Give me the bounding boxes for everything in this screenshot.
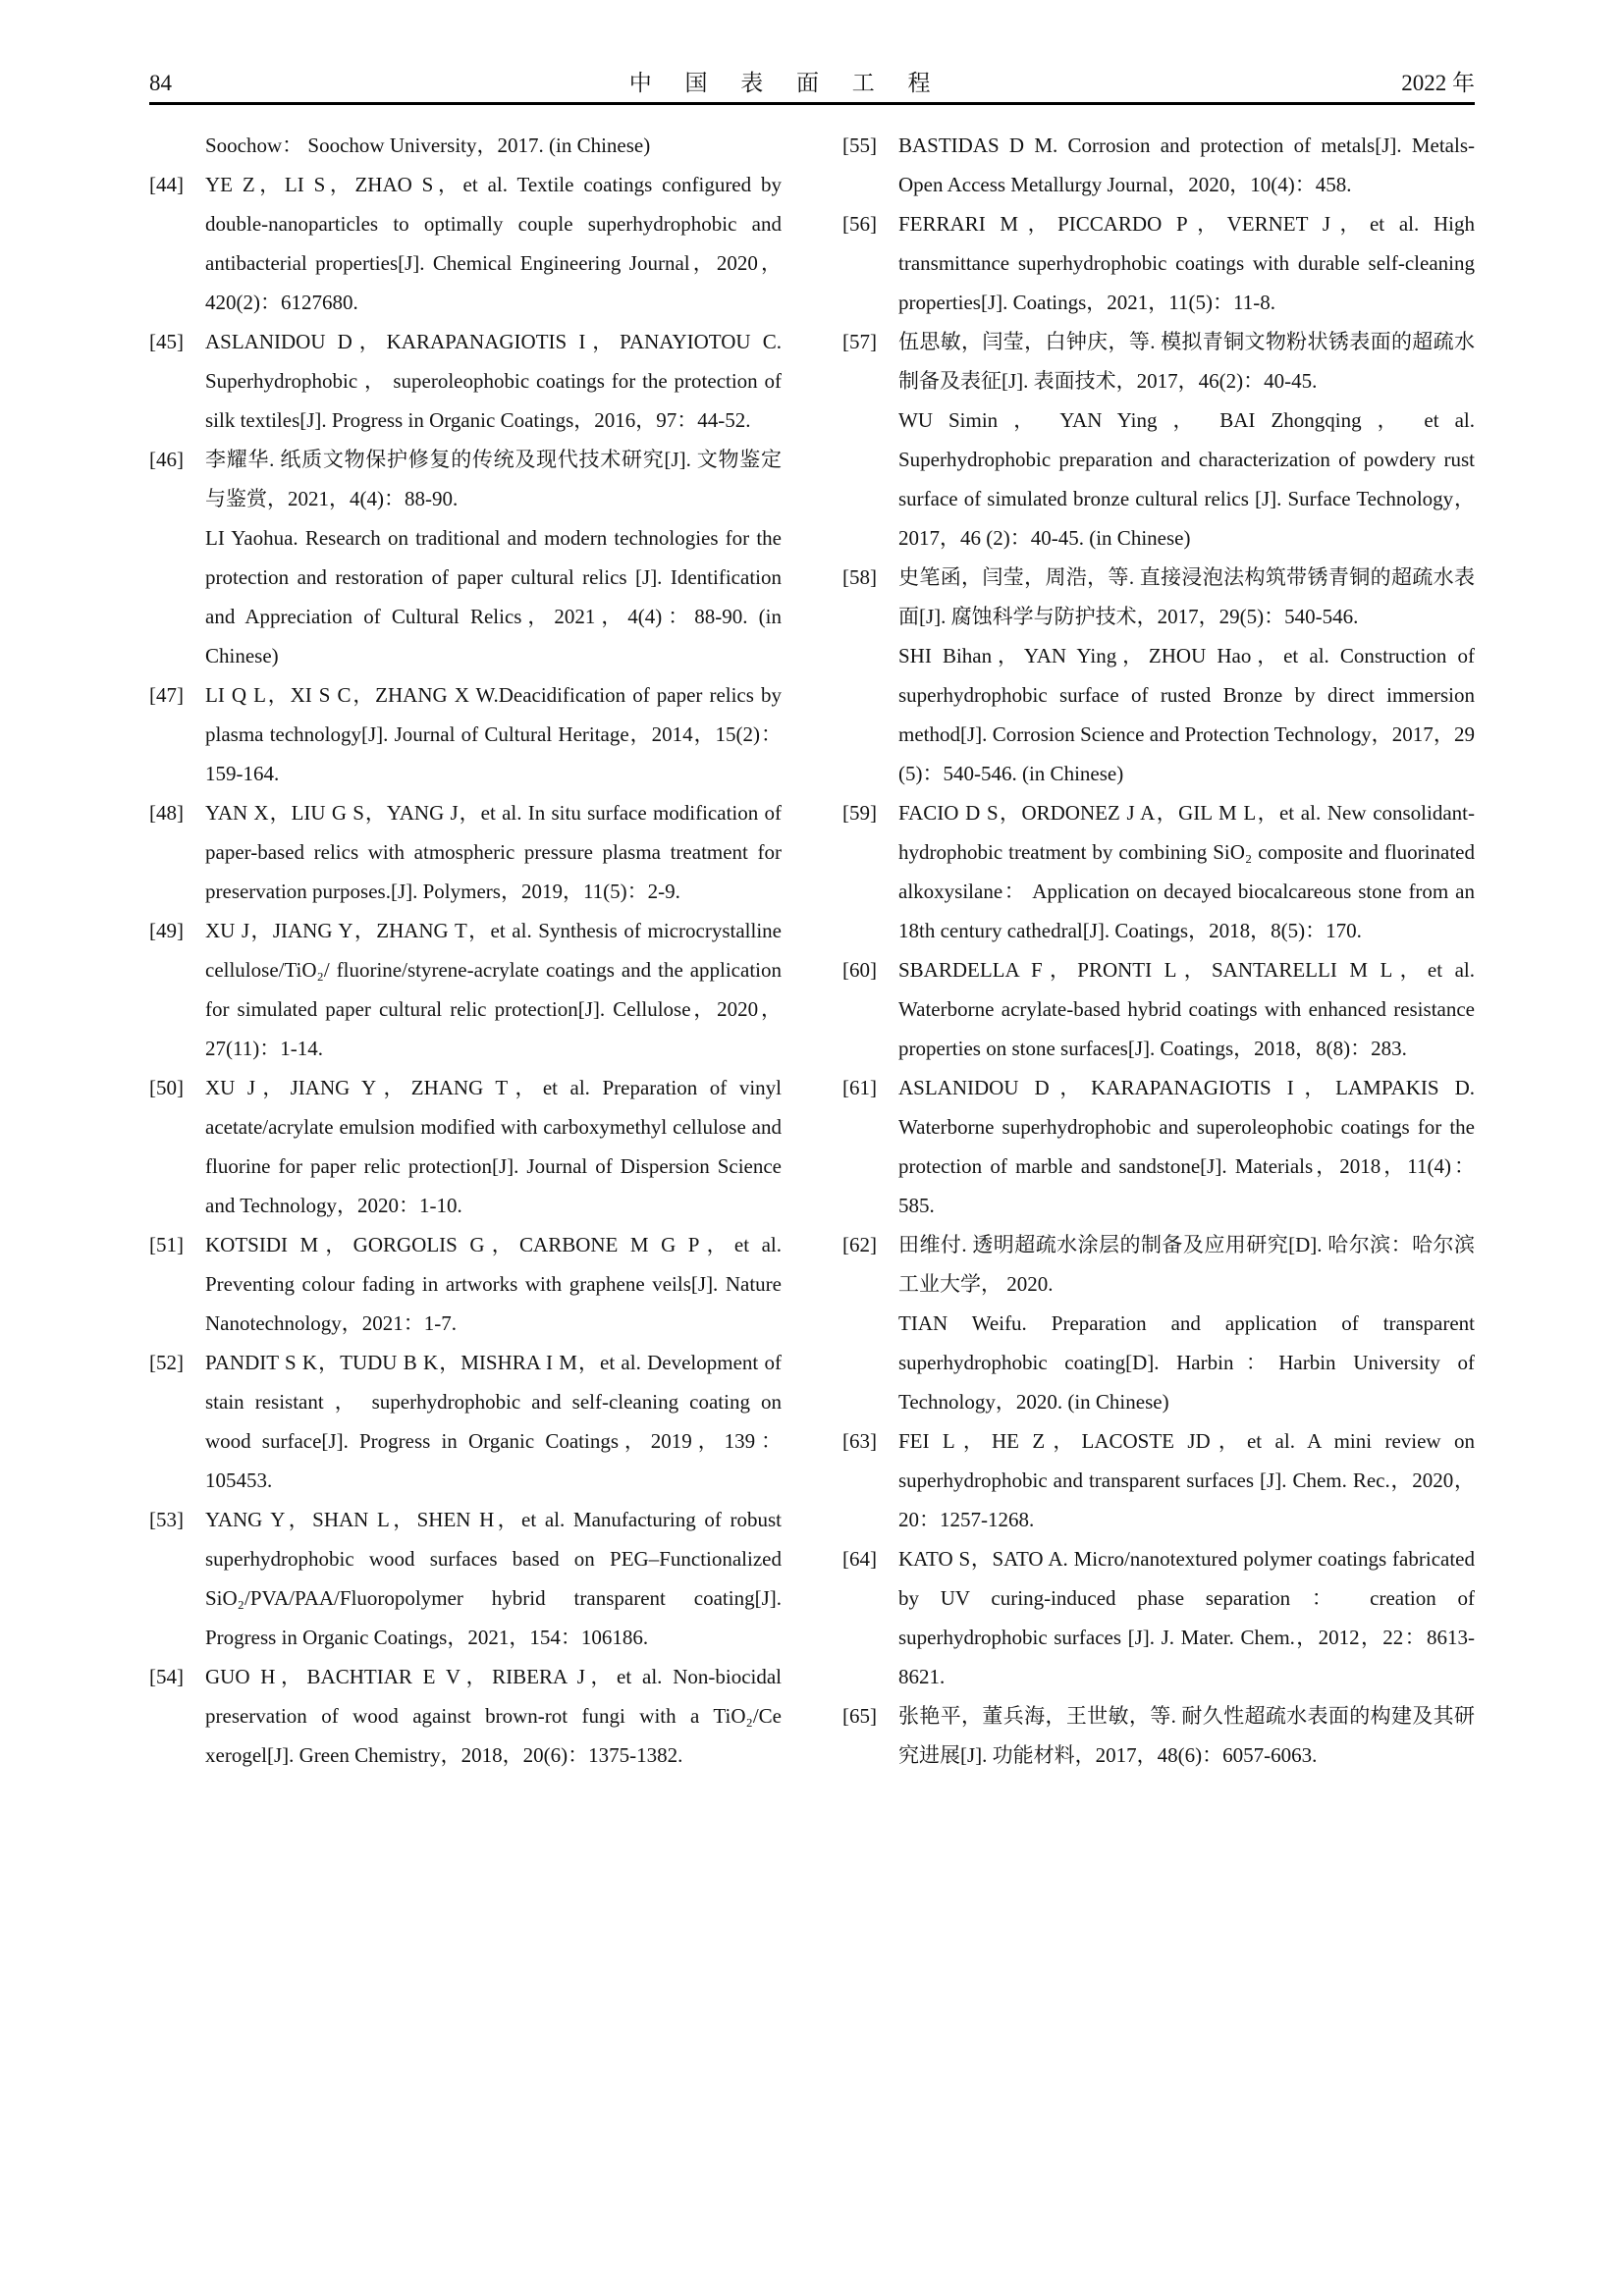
reference-text: GUO H，BACHTIAR E V，RIBERA J，et al. Non-biocidal preservation of wood against brown-rot fungi with a TiO₂/Ce xerogel[J]. Green Chemistry，2018，20(6)：1375-1382. bbox=[205, 1665, 782, 1767]
reference-number: [51] bbox=[149, 1233, 184, 1256]
reference-text: PANDIT S K，TUDU B K，MISHRA I M，et al. Development of stain resistant ， superhydrophobic and self-cleaning coating on wood surface[J]. Progress in Organic Coatings，2019，139：105453. bbox=[205, 1351, 782, 1492]
reference-item bbox=[842, 1696, 1475, 1775]
reference-item bbox=[149, 1343, 782, 1500]
header-rule bbox=[149, 102, 1475, 105]
reference-item bbox=[149, 1068, 782, 1225]
year-label: 2022 年 bbox=[1401, 71, 1475, 95]
references-section bbox=[149, 126, 1475, 1775]
reference-text: FEI L，HE Z，LACOSTE JD，et al. A mini review on superhydrophobic and transparent surfaces [J]. Chem. Rec.，2020，20：1257-1268. bbox=[898, 1429, 1475, 1531]
references-column-left bbox=[149, 126, 782, 1775]
reference-translation: TIAN Weifu. Preparation and application of transparent superhydrophobic coating[D]. Harbin：Harbin University of Technology，2020. (in Chinese) bbox=[898, 1311, 1475, 1414]
reference-translation: LI Yaohua. Research on traditional and modern technologies for the protection and restoration of paper cultural relics [J]. Identification and Appreciation of Cultural Relics，2021，4(4)：88-90. (in Chinese) bbox=[205, 526, 782, 667]
reference-translation: WU Simin ， YAN Ying ， BAI Zhongqing ， et al. Superhydrophobic preparation and characterization of powdery rust surface of simulated bronze cultural relics [J]. Surface Technology，2017，46 (2)：40-45. (in Chinese) bbox=[898, 408, 1475, 550]
journal-title: 中 国 表 面 工 程 bbox=[628, 71, 945, 95]
reference-number: [63] bbox=[842, 1429, 877, 1453]
reference-item bbox=[149, 1225, 782, 1343]
reference-text: FACIO D S，ORDONEZ J A，GIL M L，et al. New consolidant-hydrophobic treatment by combining SiO₂ composite and fluorinated alkoxysilane： Application on decayed biocalcareous stone from an 18th century cathedral[J]. Coatings，2018，8(5)：170. bbox=[898, 801, 1475, 942]
reference-text: 田维付. 透明超疏水涂层的制备及应用研究[D]. 哈尔滨：哈尔滨工业大学， 2020. bbox=[898, 1233, 1475, 1296]
reference-item bbox=[149, 1500, 782, 1657]
reference-text: KATO S，SATO A. Micro/nanotextured polymer coatings fabricated by UV curing-induced phase separation ： creation of superhydrophobic surfaces [J]. J. Mater. Chem.，2012，22：8613-8621. bbox=[898, 1547, 1475, 1688]
reference-item bbox=[149, 440, 782, 675]
reference-item bbox=[149, 1657, 782, 1775]
reference-item bbox=[842, 558, 1475, 793]
reference-number: [57] bbox=[842, 330, 877, 353]
reference-number: [45] bbox=[149, 330, 184, 353]
reference-text: YE Z，LI S，ZHAO S，et al. Textile coatings configured by double-nanoparticles to optimally couple superhydrophobic and antibacterial properties[J]. Chemical Engineering Journal，2020，420(2)：6127680. bbox=[205, 173, 782, 314]
reference-number: [48] bbox=[149, 801, 184, 825]
reference-item bbox=[842, 322, 1475, 558]
reference-item bbox=[149, 675, 782, 793]
reference-item bbox=[842, 950, 1475, 1068]
page-number: 84 bbox=[149, 71, 172, 95]
reference-number: [60] bbox=[842, 958, 877, 982]
reference-item bbox=[149, 793, 782, 911]
page-header bbox=[149, 65, 1475, 97]
reference-number: [55] bbox=[842, 133, 877, 157]
reference-item bbox=[842, 1539, 1475, 1696]
reference-text: XU J，JIANG Y，ZHANG T，et al. Preparation of vinyl acetate/acrylate emulsion modified with carboxymethyl cellulose and fluorine for paper relic protection[J]. Journal of Dispersion Science and Technology，2020：1-10. bbox=[205, 1076, 782, 1217]
reference-item bbox=[842, 1225, 1475, 1421]
reference-number: [58] bbox=[842, 565, 877, 589]
reference-text: 李耀华. 纸质文物保护修复的传统及现代技术研究[J]. 文物鉴定与鉴赏，2021，4(4)：88-90. bbox=[205, 448, 782, 510]
reference-item bbox=[149, 165, 782, 322]
reference-number: [50] bbox=[149, 1076, 184, 1099]
reference-item bbox=[149, 911, 782, 1068]
reference-number: [59] bbox=[842, 801, 877, 825]
reference-translation: SHI Bihan，YAN Ying，ZHOU Hao，et al. Construction of superhydrophobic surface of rusted Bronze by direct immersion method[J]. Corrosion Science and Protection Technology，2017，29 (5)：540-546. (in Chinese) bbox=[898, 644, 1475, 785]
reference-number: [62] bbox=[842, 1233, 877, 1256]
reference-number: [65] bbox=[842, 1704, 877, 1728]
references-column-right bbox=[842, 126, 1475, 1775]
reference-item bbox=[842, 1421, 1475, 1539]
reference-item bbox=[149, 322, 782, 440]
reference-number: [64] bbox=[842, 1547, 877, 1571]
reference-text: SBARDELLA F，PRONTI L，SANTARELLI M L，et al. Waterborne acrylate-based hybrid coatings with enhanced resistance properties on stone surfaces[J]. Coatings，2018，8(8)：283. bbox=[898, 958, 1475, 1060]
reference-text: YAN X，LIU G S，YANG J，et al. In situ surface modification of paper-based relics with atmospheric pressure plasma treatment for preservation purposes.[J]. Polymers，2019，11(5)：2-9. bbox=[205, 801, 782, 903]
reference-text: XU J，JIANG Y，ZHANG T，et al. Synthesis of microcrystalline cellulose/TiO₂/ fluorine/styrene-acrylate coatings and the application for simulated paper cultural relic protection[J]. Cellulose，2020，27(11)：1-14. bbox=[205, 919, 782, 1060]
reference-continuation bbox=[149, 126, 782, 165]
reference-text: YANG Y，SHAN L，SHEN H，et al. Manufacturing of robust superhydrophobic wood surfaces based on PEG–Functionalized SiO₂/PVA/PAA/Fluoropolymer hybrid transparent coating[J]. Progress in Organic Coatings，2021，154：106186. bbox=[205, 1508, 782, 1649]
reference-text: 史笔函，闫莹，周浩，等. 直接浸泡法构筑带锈青铜的超疏水表面[J]. 腐蚀科学与防护技术，2017，29(5)：540-546. bbox=[898, 565, 1475, 628]
reference-item bbox=[842, 126, 1475, 204]
reference-text: 伍思敏，闫莹，白钟庆，等. 模拟青铜文物粉状锈表面的超疏水制备及表征[J]. 表面技术，2017，46(2)：40-45. bbox=[898, 330, 1475, 393]
reference-number: [52] bbox=[149, 1351, 184, 1374]
reference-number: [53] bbox=[149, 1508, 184, 1531]
reference-text: BASTIDAS D M. Corrosion and protection of metals[J]. Metals-Open Access Metallurgy Journal，2020，10(4)：458. bbox=[898, 133, 1475, 196]
reference-number: [49] bbox=[149, 919, 184, 942]
reference-text: FERRARI M，PICCARDO P，VERNET J，et al. High transmittance superhydrophobic coatings with durable self-cleaning properties[J]. Coatings，2021，11(5)：11-8. bbox=[898, 212, 1475, 314]
reference-text: ASLANIDOU D，KARAPANAGIOTIS I，PANAYIOTOU C. Superhydrophobic ， superoleophobic coatings for the protection of silk textiles[J]. Progress in Organic Coatings，2016，97：44-52. bbox=[205, 330, 782, 432]
reference-number: [44] bbox=[149, 173, 184, 196]
reference-number: [47] bbox=[149, 683, 184, 707]
reference-text: ASLANIDOU D，KARAPANAGIOTIS I，LAMPAKIS D. Waterborne superhydrophobic and superoleophobic coatings for the protection of marble and sandstone[J]. Materials，2018，11(4)：585. bbox=[898, 1076, 1475, 1217]
reference-number: [61] bbox=[842, 1076, 877, 1099]
reference-item bbox=[842, 1068, 1475, 1225]
reference-item bbox=[842, 793, 1475, 950]
reference-number: [54] bbox=[149, 1665, 184, 1688]
reference-number: [46] bbox=[149, 448, 184, 471]
reference-item bbox=[842, 204, 1475, 322]
reference-text: Soochow： Soochow University，2017. (in Chinese) bbox=[205, 133, 651, 157]
reference-text: LI Q L，XI S C，ZHANG X W.Deacidification of paper relics by plasma technology[J]. Journal of Cultural Heritage，2014，15(2)：159-164. bbox=[205, 683, 782, 785]
reference-text: 张艳平，董兵海，王世敏，等. 耐久性超疏水表面的构建及其研究进展[J]. 功能材料，2017，48(6)：6057-6063. bbox=[898, 1704, 1475, 1767]
reference-text: KOTSIDI M，GORGOLIS G，CARBONE M G P，et al. Preventing colour fading in artworks with graphene veils[J]. Nature Nanotechnology，2021：1-7. bbox=[205, 1233, 782, 1335]
reference-number: [56] bbox=[842, 212, 877, 236]
